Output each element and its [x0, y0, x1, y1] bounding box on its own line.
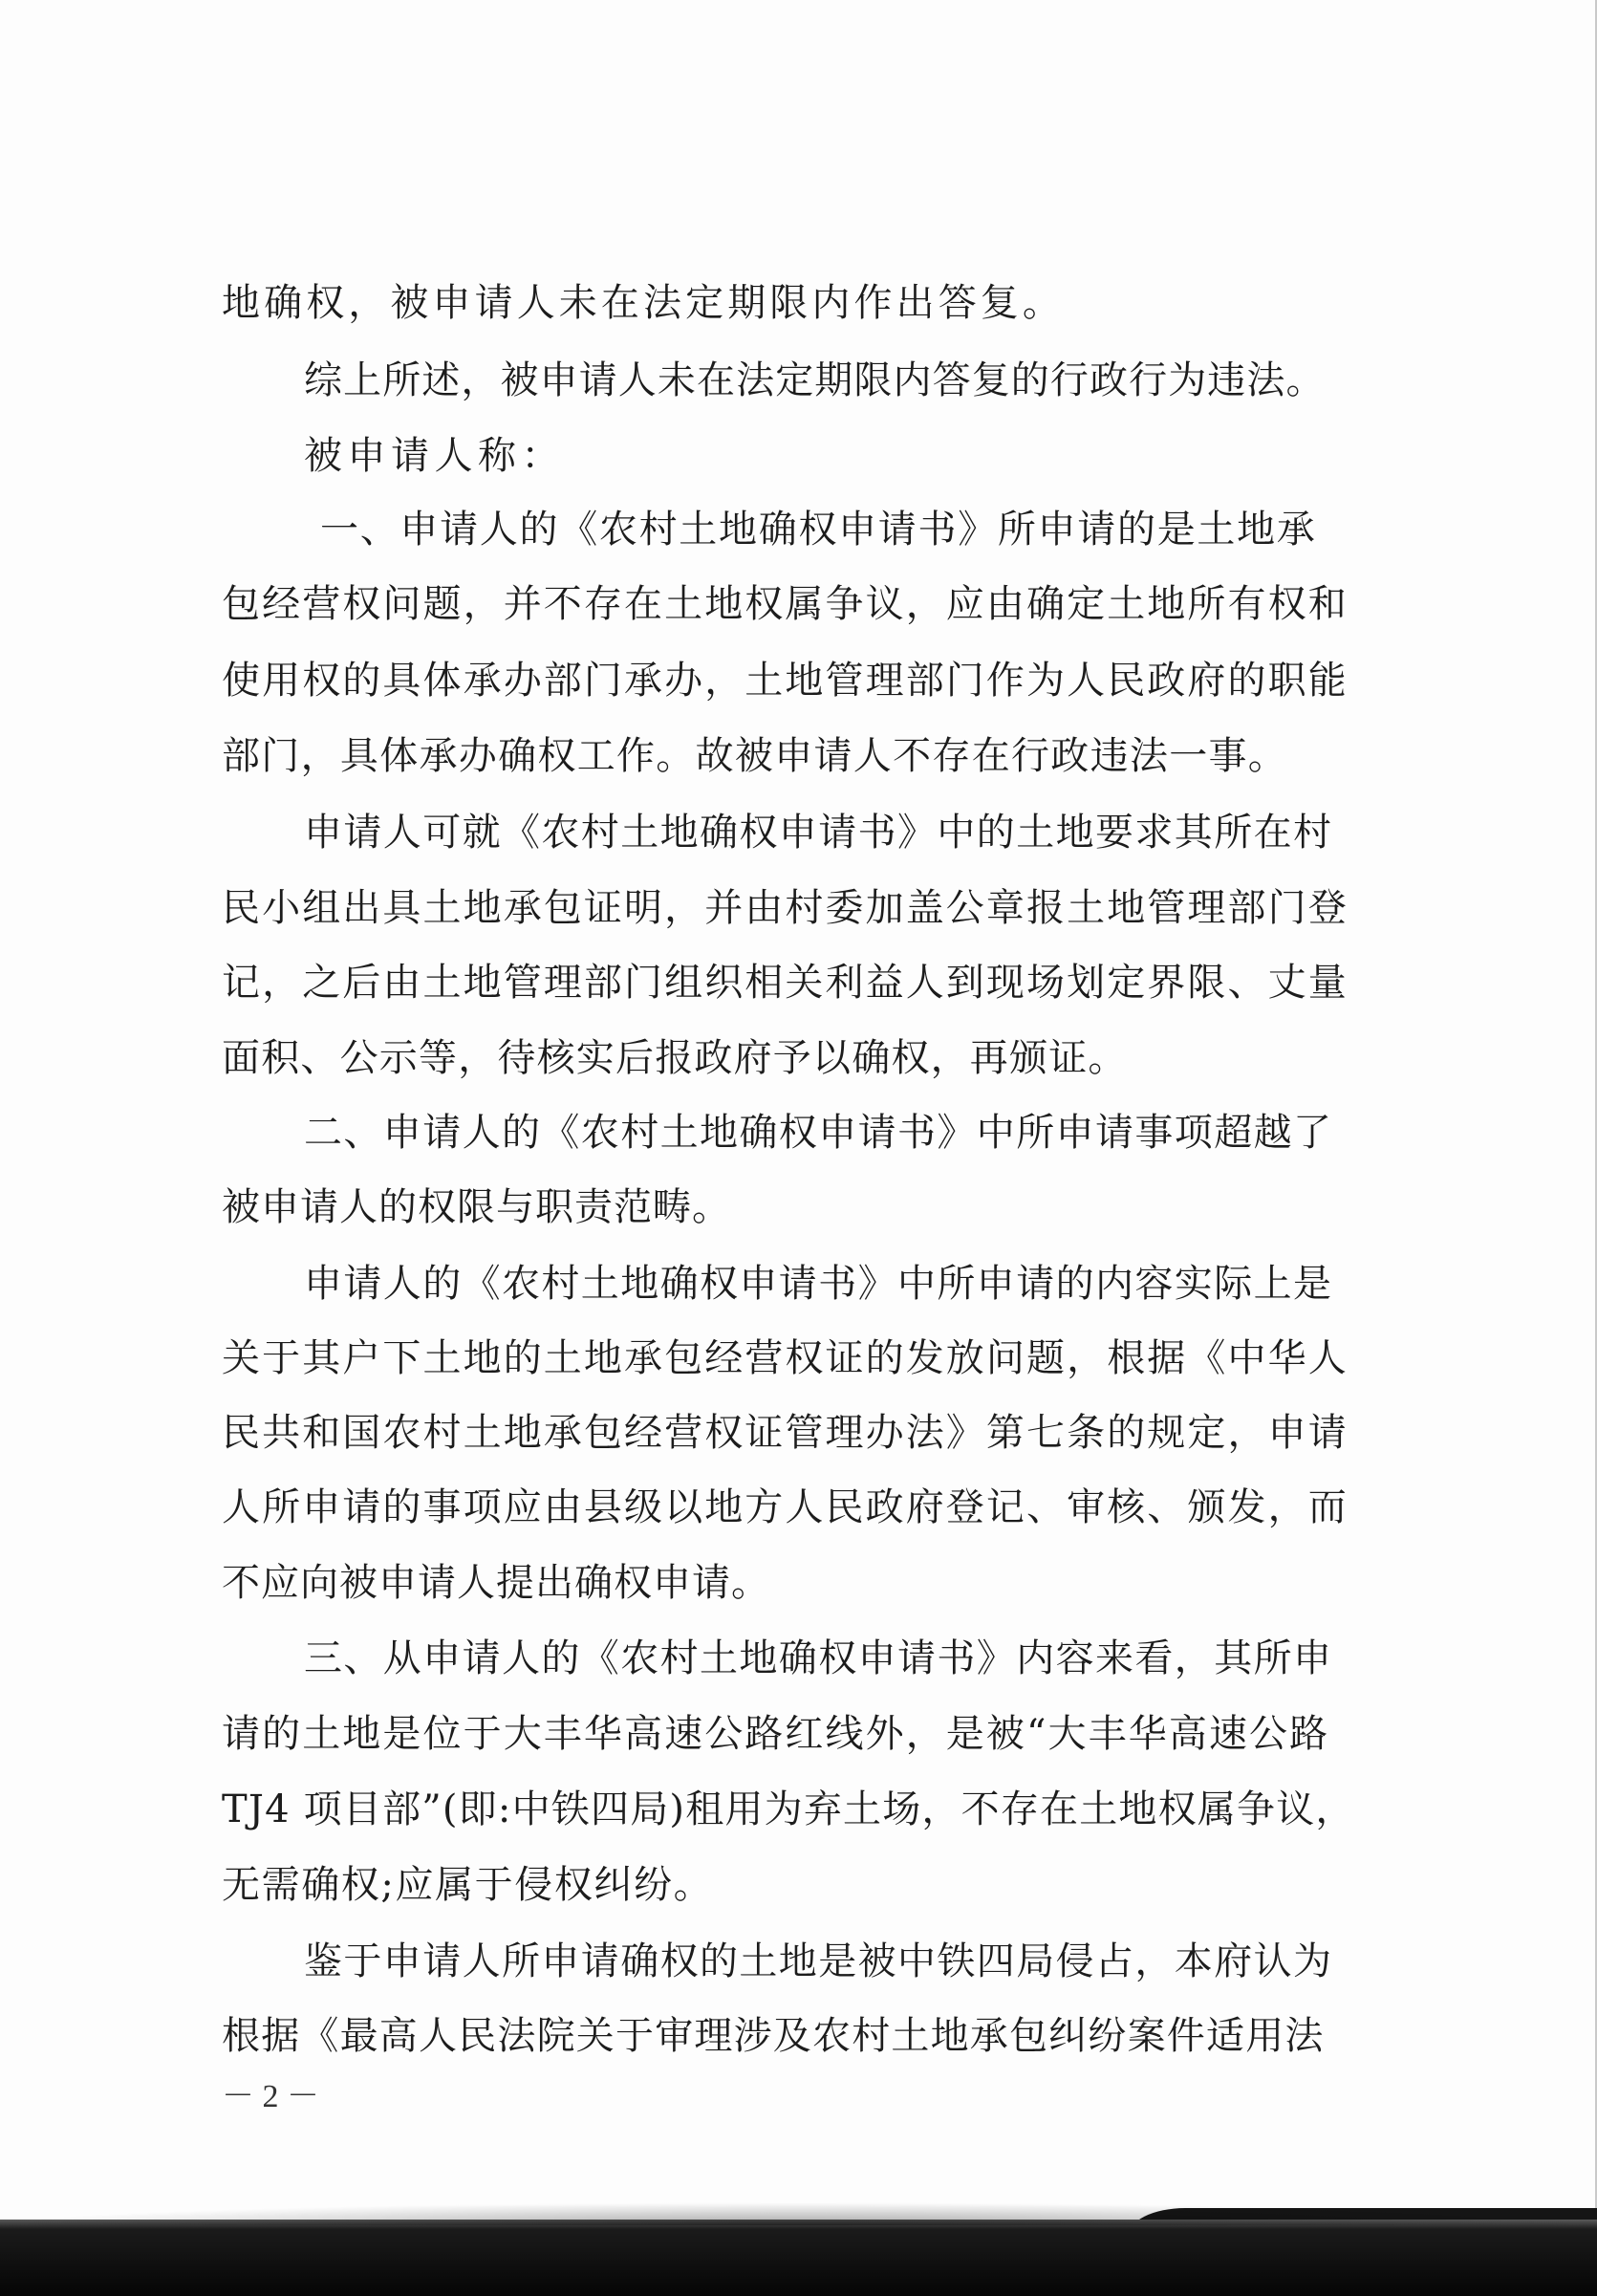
text-line: 鉴于申请人所申请确权的土地是被中铁四局侵占，本府认为 [304, 1939, 1333, 1983]
text-line: 部门，具体承办确权工作。故被申请人不存在行政违法一事。 [222, 734, 1288, 778]
text-line: 根据《最高人民法院关于审理涉及农村土地承包纠纷案件适用法 [222, 2014, 1325, 2058]
text-line: 被申请人称： [304, 434, 565, 478]
text-line: 无需确权;应属于侵权纠纷。 [222, 1863, 714, 1907]
text-line: 面积、公示等，待核实后报政府予以确权，再颁证。 [222, 1036, 1128, 1080]
text-line: 二、申请人的《农村土地确权申请书》中所申请事项超越了 [304, 1111, 1333, 1155]
text-line: 综上所述，被申请人未在法定期限内答复的行政行为违法。 [304, 358, 1326, 402]
text-line: TJ4 项目部”(即:中铁四局)租用为弃土场，不存在土地权属争议， [222, 1787, 1355, 1831]
text-line: 申请人可就《农村土地确权申请书》中的土地要求其所在村 [304, 811, 1333, 855]
text-line: 民共和国农村土地承包经营权证管理办法》第七条的规定，申请 [222, 1411, 1349, 1455]
text-line: 使用权的具体承办部门承办，土地管理部门作为人民政府的职能 [222, 659, 1349, 703]
text-line: 请的土地是位于大丰华高速公路红线外，是被“大丰华高速公路 [222, 1712, 1330, 1756]
text-line: 不应向被申请人提出确权申请。 [222, 1561, 770, 1605]
text-line: 地确权，被申请人未在法定期限内作出答复。 [222, 281, 1065, 325]
text-line: 一、申请人的《农村土地确权申请书》所申请的是土地承 [320, 508, 1317, 552]
page-number: － 2 － [222, 2079, 319, 2114]
text-line: 记，之后由土地管理部门组织相关利益人到现场划定界限、丈量 [222, 961, 1349, 1005]
text-line: 包经营权问题，并不存在土地权属争议，应由确定土地所有权和 [222, 582, 1349, 626]
scan-shadow [0, 2220, 1597, 2296]
text-line: 三、从申请人的《农村土地确权申请书》内容来看，其所申 [304, 1636, 1333, 1680]
text-line: 关于其户下土地的土地承包经营权证的发放问题，根据《中华人 [222, 1336, 1349, 1380]
text-line: 申请人的《农村土地确权申请书》中所申请的内容实际上是 [304, 1262, 1333, 1306]
text-line: 民小组出具土地承包证明，并由村委加盖公章报土地管理部门登 [222, 886, 1349, 930]
text-line: 被申请人的权限与职责范畴。 [222, 1185, 731, 1229]
text-line: 人所申请的事项应由县级以地方人民政府登记、审核、颁发，而 [222, 1485, 1349, 1529]
